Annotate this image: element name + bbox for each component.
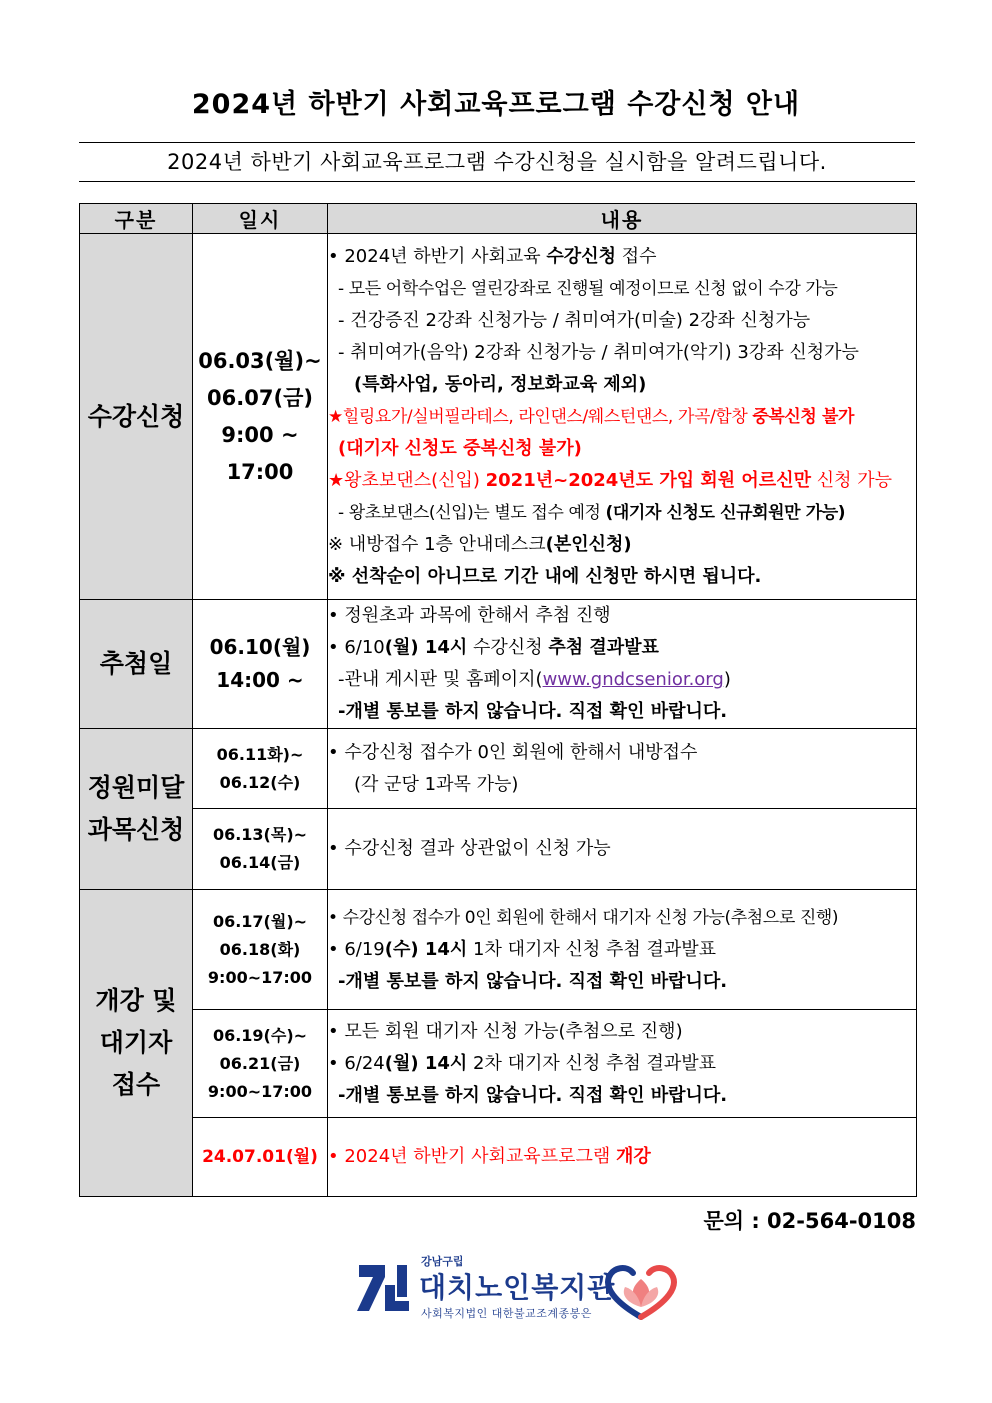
- date-line: 06.18(화): [219, 939, 301, 959]
- date-line: 17:00: [226, 459, 294, 484]
- content-line: • 수강신청 접수가 0인 회원에 한해서 대기자 신청 가능(추첨으로 진행): [328, 907, 839, 928]
- date-line: 06.03(월)~: [198, 348, 322, 373]
- category-line: 대기자: [99, 1028, 173, 1057]
- content-line: ※ 내방접수 1층 안내데스크(본인신청): [328, 533, 632, 555]
- content-line: -관내 게시판 및 홈페이지(www.gndcsenior.org): [338, 669, 731, 690]
- header-content: 내용: [328, 204, 917, 234]
- underfilled-content-2: [328, 809, 917, 890]
- organization-logo: [355, 1253, 685, 1323]
- content-line: • 6/19(수) 14시 1차 대기자 신청 추첨 결과발표: [328, 938, 717, 960]
- date-line: 06.17(월)~: [212, 911, 308, 931]
- underfilled-date-2: [193, 809, 328, 890]
- content-line: -개별 통보를 하지 않습니다. 직접 확인 바랍니다.: [338, 970, 728, 992]
- content-line-red: ★왕초보댄스(신입) 2021년~2024년도 가입 회원 어르신만 신청 가능: [328, 469, 892, 491]
- category-line: 개강 및: [95, 986, 177, 1015]
- category-line: 과목신청: [87, 815, 185, 844]
- date-line: 06.10(월): [209, 635, 311, 659]
- content-line-red: • 2024년 하반기 사회교육프로그램 개강: [328, 1146, 651, 1167]
- opening-date-1: [193, 890, 328, 1010]
- date-line: 9:00~17:00: [207, 967, 313, 987]
- logo-name: 대치노인복지관: [419, 1271, 616, 1304]
- date-line: 06.11화)~: [216, 744, 304, 764]
- opening-category: [80, 890, 193, 1197]
- content-line: ※ 선착순이 아니므로 기간 내에 신청만 하시면 됩니다.: [328, 565, 762, 587]
- opening-content-1: [328, 890, 917, 1010]
- content-line-red: (대기자 신청도 중복신청 불가): [338, 437, 582, 459]
- content-line: • 2024년 하반기 사회교육 수강신청 접수: [328, 245, 657, 267]
- opening-content-3: [328, 1118, 917, 1197]
- underfilled-content-1: [328, 729, 917, 809]
- category-line: 정원미달: [87, 773, 185, 802]
- opening-content-2: [328, 1010, 917, 1118]
- content-line: -개별 통보를 하지 않습니다. 직접 확인 바랍니다.: [338, 1084, 728, 1106]
- date-line: 06.12(수): [219, 772, 301, 792]
- page-subtitle: 2024년 하반기 사회교육프로그램 수강신청을 실시함을 알려드립니다.: [79, 142, 915, 182]
- underfilled-date-1: [193, 729, 328, 809]
- lottery-row: [80, 600, 917, 729]
- opening-row-1: [80, 890, 917, 1010]
- registration-content: [328, 234, 917, 600]
- content-line: - 왕초보댄스(신입)는 별도 접수 예정 (대기자 신청도 신규회원만 가능): [338, 502, 846, 523]
- date-line: 9:00 ~: [221, 422, 299, 447]
- homepage-link[interactable]: www.gndcsenior.org: [542, 669, 724, 690]
- content-line: • 정원초과 과목에 한해서 추첨 진행: [328, 605, 611, 626]
- content-line: • 수강신청 결과 상관없이 신청 가능: [328, 838, 611, 859]
- content-line: (특화사업, 동아리, 정보화교육 제외): [354, 373, 647, 395]
- lotus-heart-icon: [603, 1261, 679, 1321]
- content-line: • 6/10(월) 14시 수강신청 추첨 결과발표: [328, 637, 659, 658]
- page-title: 2024년 하반기 사회교육프로그램 수강신청 안내: [191, 89, 801, 120]
- logo-mark-icon: [355, 1259, 411, 1315]
- contact-info: 문의 : 02-564-0108: [703, 1209, 916, 1233]
- date-line: 06.07(금): [207, 385, 313, 410]
- registration-date: [193, 234, 328, 600]
- opening-date-2: [193, 1010, 328, 1118]
- content-line: - 건강증진 2강좌 신청가능 / 취미여가(미술) 2강좌 신청가능: [338, 309, 811, 331]
- category-line: 접수: [111, 1070, 161, 1099]
- opening-row-2: [80, 1010, 917, 1118]
- logo-sub-text: 사회복지법인 대한불교조계종봉은: [421, 1307, 592, 1320]
- lottery-content: [328, 600, 917, 729]
- date-line: 06.21(금): [219, 1053, 301, 1073]
- content-line: - 취미여가(음악) 2강좌 신청가능 / 취미여가(악기) 3강좌 신청가능: [338, 341, 859, 363]
- header-date: 일시: [193, 204, 328, 234]
- date-line: 06.13(목)~: [212, 825, 308, 844]
- lottery-category: 추첨일: [80, 600, 193, 729]
- date-line: 06.14(금): [219, 853, 301, 872]
- lottery-date: [193, 600, 328, 729]
- content-line: (각 군당 1과목 가능): [354, 773, 519, 795]
- underfilled-row-1: [80, 729, 917, 809]
- content-line: -개별 통보를 하지 않습니다. 직접 확인 바랍니다.: [338, 701, 728, 722]
- date-line: 14:00 ~: [216, 668, 304, 692]
- date-line: 06.19(수)~: [212, 1025, 308, 1045]
- opening-row-3: [80, 1118, 917, 1197]
- registration-row: [80, 234, 917, 600]
- table-header-row: [80, 204, 917, 234]
- content-line: • 모든 회원 대기자 신청 가능(추첨으로 진행): [328, 1020, 683, 1042]
- logo-small-text: 강남구립: [421, 1255, 464, 1268]
- header-category: 구분: [80, 204, 193, 234]
- date-line: 24.07.01(월): [202, 1147, 318, 1167]
- schedule-table: [79, 203, 917, 1197]
- content-line: • 6/24(월) 14시 2차 대기자 신청 추첨 결과발표: [328, 1052, 717, 1074]
- underfilled-row-2: [80, 809, 917, 890]
- opening-date-3: [193, 1118, 328, 1197]
- content-line: - 모든 어학수업은 열린강좌로 진행될 예정이므로 신청 없이 수강 가능: [338, 278, 838, 299]
- content-line: • 수강신청 접수가 0인 회원에 한해서 내방접수: [328, 741, 698, 763]
- registration-category: 수강신청: [80, 234, 193, 600]
- underfilled-category: [80, 729, 193, 890]
- date-line: 9:00~17:00: [207, 1081, 313, 1101]
- content-line-red: ★힐링요가/실버필라테스, 라인댄스/웨스턴댄스, 가곡/합창 중복신청 불가: [328, 406, 855, 427]
